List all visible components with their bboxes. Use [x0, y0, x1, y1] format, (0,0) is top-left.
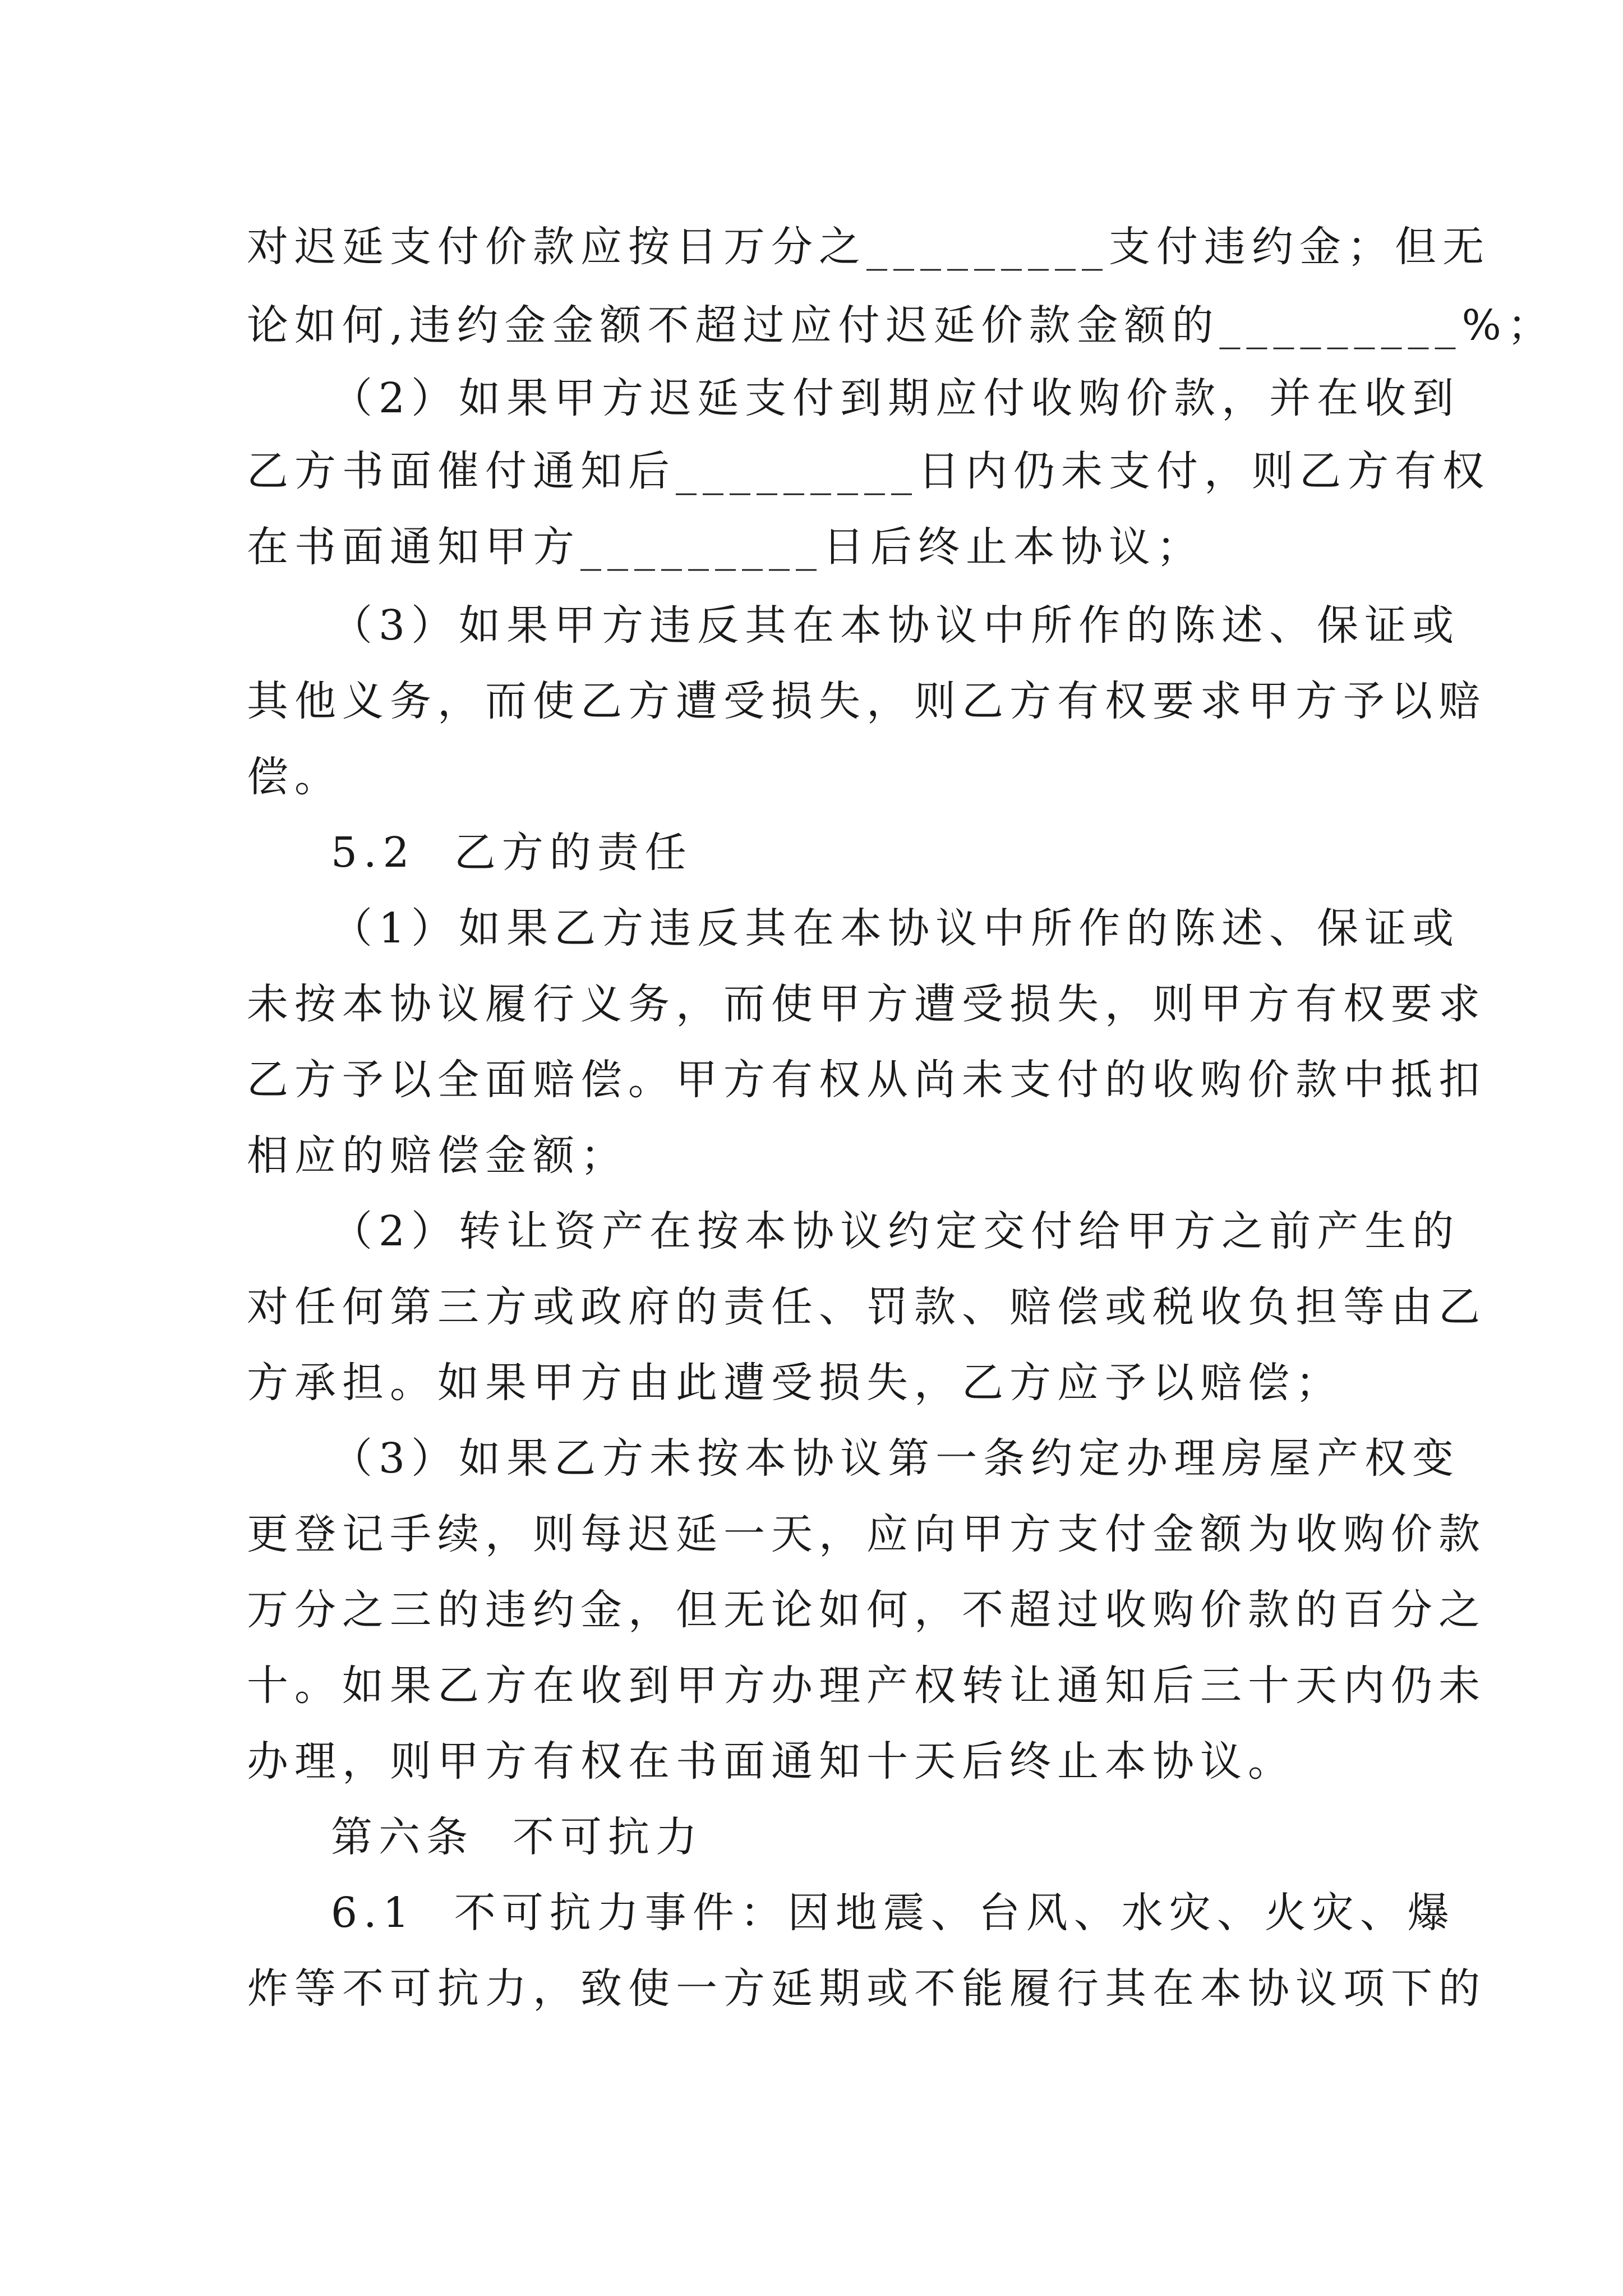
text-line: 更登记手续，则每迟延一天，应向甲方支付金额为收购价款 [247, 1510, 1486, 1558]
text-line: 对迟延支付价款应按日万分之_________支付违约金；但无 [247, 223, 1490, 271]
text-line: 论如何,违约金金额不超过应付迟延价款金额的_________%； [247, 301, 1555, 349]
article-heading: 第六条 不可抗力 [331, 1813, 704, 1861]
text-line: 相应的赔偿金额； [247, 1131, 628, 1180]
text-line: 方承担。如果甲方由此遭受损失，乙方应予以赔偿； [247, 1359, 1343, 1407]
text-line: 炸等不可抗力，致使一方延期或不能履行其在本协议项下的 [247, 1964, 1486, 2013]
text-line: （3）如果甲方违反其在本协议中所作的陈述、保证或 [331, 601, 1460, 650]
text-line: 偿。 [247, 753, 342, 801]
text-line: 其他义务，而使乙方遭受损失，则乙方有权要求甲方予以赔 [247, 677, 1486, 725]
text-line: （2）转让资产在按本协议约定交付给甲方之前产生的 [331, 1207, 1460, 1255]
text-line: 未按本协议履行义务，而使甲方遭受损失，则甲方有权要求 [247, 980, 1486, 1028]
section-heading: 5.2 乙方的责任 [331, 829, 693, 877]
text-line: 6.1 不可抗力事件：因地震、台风、水灾、火灾、爆 [331, 1889, 1455, 1937]
text-line: 乙方书面催付通知后_________日内仍未支付，则乙方有权 [247, 447, 1490, 495]
text-line: （2）如果甲方迟延支付到期应付收购价款，并在收到 [331, 374, 1460, 422]
text-line: （1）如果乙方违反其在本协议中所作的陈述、保证或 [331, 904, 1460, 953]
text-line: 十。如果乙方在收到甲方办理产权转让通知后三十天内仍未 [247, 1662, 1486, 1710]
text-line: 办理，则甲方有权在书面通知十天后终止本协议。 [247, 1737, 1295, 1786]
text-line: （3）如果乙方未按本协议第一条约定办理房屋产权变 [331, 1434, 1460, 1483]
text-line: 万分之三的违约金，但无论如何，不超过收购价款的百分之 [247, 1586, 1486, 1634]
text-line: 对任何第三方或政府的责任、罚款、赔偿或税收负担等由乙 [247, 1283, 1486, 1331]
text-line: 乙方予以全面赔偿。甲方有权从尚未支付的收购价款中抵扣 [247, 1056, 1486, 1104]
text-line: 在书面通知甲方_________日后终止本协议； [247, 523, 1204, 571]
